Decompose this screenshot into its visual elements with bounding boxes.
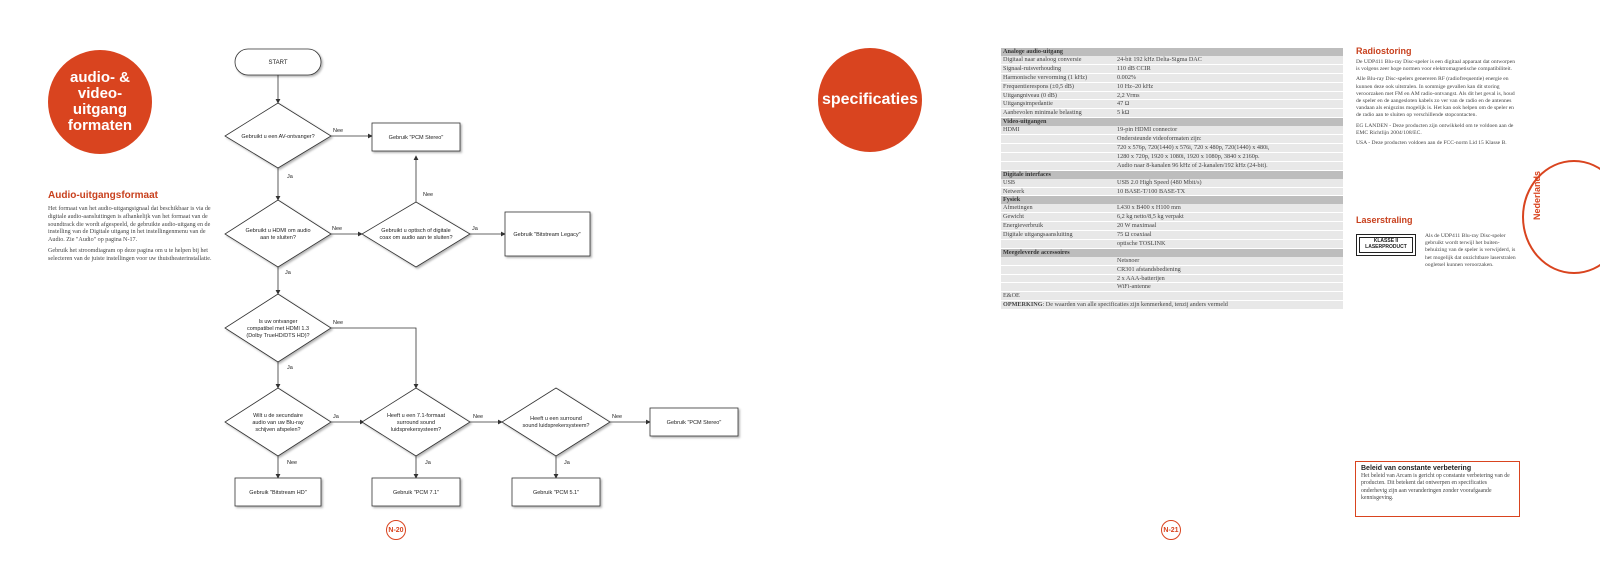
laser-class-label: KLASSE II LASERPRODUCT	[1356, 234, 1416, 256]
spec-value: L430 x B400 x H100 mm	[1115, 204, 1343, 212]
q4-text-1: Is uw ontvanger	[258, 319, 298, 325]
q7-text-2: sound luidsprekersysteem?	[522, 423, 590, 429]
intro-paragraph-2: Gebruik het stroomdiagram op deze pagina om u te helpen bij het selecteren van de juiste instellingen voor uw thuistheaterinstallatie.	[48, 247, 212, 262]
spec-key	[1001, 265, 1115, 274]
q2-text-1: Gebruikt u HDMI om audio	[245, 228, 311, 234]
spec-value: 0.002%	[1115, 73, 1343, 82]
spec-key: Uitgangniveau (0 dB)	[1001, 91, 1115, 100]
q3-text-2: coax om audio aan te sluiten?	[379, 235, 453, 241]
flow-decision-q7	[502, 388, 610, 456]
spec-row	[1001, 292, 1343, 301]
q6-no-label: Nee	[473, 414, 484, 420]
spec-value	[1115, 292, 1343, 301]
spec-key: Harmonische vervorming (1 kHz)	[1001, 73, 1115, 82]
specs-title-circle	[818, 48, 922, 152]
spec-row	[1001, 257, 1343, 265]
policy-text: Het beleid van Arcam is gericht op constante verbetering van de producten. Dit betekent dat ontwerpen en specificaties onderhevig zijn aan veranderingen zonder voorafgaande kennisgeving.	[1361, 473, 1510, 502]
q7-no-label: Nee	[612, 414, 623, 420]
spec-row	[1001, 239, 1343, 248]
spec-key	[1001, 161, 1115, 170]
spec-row	[1001, 161, 1343, 170]
spec-value: 10 BASE-T/100 BASE-TX	[1115, 187, 1343, 196]
spec-key: Digitaal naar analoog conversie	[1001, 56, 1115, 64]
result-hd-text: Gebruik "Bitstream HD"	[249, 490, 307, 496]
section-title: audio- & video- uitgang formaten	[67, 69, 133, 134]
spec-key: Afmetingen	[1001, 204, 1115, 212]
q1-no-label: Nee	[333, 128, 344, 134]
result-pcm51-text: Gebruik "PCM 5.1"	[532, 490, 580, 496]
q6-text-3: luidsprekersysteem?	[390, 427, 442, 433]
audio-format-heading: Audio-uitgangsformaat	[48, 190, 158, 201]
q4-no-label: Nee	[333, 320, 344, 326]
spec-row	[1001, 56, 1343, 64]
spec-value: Ondersteunde videoformaten zijn:	[1115, 135, 1343, 144]
result-pcm-stereo-top-text: Gebruik "PCM Stereo"	[388, 135, 444, 141]
spec-value: 5 kΩ	[1115, 109, 1343, 118]
spec-key: Aanbevolen minimale belasting	[1001, 109, 1115, 118]
laser-text: Als de UDP411 Blu-ray Disc-speler gebruikt wordt terwijl het buiten-behuizing van de speler is verwijderd, is het mogelijk dat onzichtbare laserstralen oogletsel kunnen veroorzaken.	[1425, 233, 1516, 268]
q5-text-2: audio van uw Blu-ray	[252, 420, 304, 426]
spec-key: Signaal-ruisverhouding	[1001, 64, 1115, 73]
language-tab	[1522, 160, 1600, 274]
spec-value: 2 x AAA-batterijen	[1115, 274, 1343, 283]
q4-text-3: (Dolby TrueHD/DTS HD)?	[246, 333, 310, 339]
spec-row	[1001, 73, 1343, 82]
spec-section-header	[1001, 118, 1343, 126]
radio-paragraph-4: USA - Deze producten voldoen aan de FCC-norm Lid 15 Klasse B.	[1356, 140, 1507, 147]
spec-value: 720 x 576p, 720(1440) x 576i, 720 x 480p, 720(1440) x 480i,	[1115, 143, 1343, 152]
spec-row	[1001, 283, 1343, 292]
radio-paragraph-2: Alle Blu-ray Disc-spelers genereren RF (radiofrequentie) energie en kunnen deze ook uitstralen. In sommige gevallen kan dit storing veroorzaken met FM en AM radio-ontvangst. Als dit het geval is, houd de speler en de aangesloten kabels zo ver van de radio en de antennes vandaan als enigszins mogelijk is. Het kan ook helpen om de speler en de radio aan te sluiten op verschillende stopcontacten.	[1356, 76, 1515, 119]
policy-title: Beleid van constante verbetering	[1361, 465, 1472, 472]
spec-key	[1001, 239, 1115, 248]
q2-no-label: Nee	[332, 226, 343, 232]
spec-key: Uitgangsimpedantie	[1001, 100, 1115, 109]
q7-yes-label: Ja	[564, 460, 570, 466]
spec-value: 10 Hz–20 kHz	[1115, 82, 1343, 91]
q5-yes-label: Ja	[333, 414, 339, 420]
spec-row	[1001, 100, 1343, 109]
q6-text-2: surround sound	[396, 420, 436, 426]
laser-heading: Laserstraling	[1356, 215, 1413, 225]
radio-paragraph-3: EG LANDEN - Deze producten zijn ontwikkeld om te voldoen aan de EMC Richtlijn 2004/108/EC.	[1356, 122, 1514, 136]
spec-section-title: Analoge audio-uitgang	[1001, 48, 1343, 56]
spec-row	[1001, 109, 1343, 118]
spec-key: Digitale uitgangsaansluiting	[1001, 231, 1115, 240]
q4-text-2: compatibel met HDMI 1.3	[246, 326, 310, 332]
q5-text-3: schijven afspelen?	[255, 427, 301, 433]
spec-row	[1001, 91, 1343, 100]
spec-row	[1001, 231, 1343, 240]
q5-text-1: Wilt u de secundaire	[253, 413, 303, 419]
spec-row	[1001, 274, 1343, 283]
spec-key: E&OE	[1001, 292, 1115, 301]
spec-key	[1001, 152, 1115, 161]
q1-yes-label: Ja	[287, 174, 293, 180]
q3-yes-label: Ja	[472, 226, 478, 232]
intro-paragraph-1: Het formaat van het audio-uitgangsignaal dat beschikbaar is via de digitale audio-aansluitingen is afhankelijk van het formaat van de soundtrack die wordt afgespeeld, de gebruikte audio-uitgang en de instelling van de Digitale uitgang in het instellingenmenu van de Audio. Zie "Audio" op pagina N-17.	[48, 206, 211, 244]
q1-text: Gebruikt u een AV-ontvanger?	[241, 134, 315, 140]
page-number-right: N-21	[1161, 520, 1181, 540]
spec-row	[1001, 204, 1343, 212]
q4-yes-label: Ja	[287, 365, 293, 371]
q3-text-1: Gebruikt u optisch of digitale	[381, 228, 451, 234]
result-pcm-stereo-right-text: Gebruik "PCM Stereo"	[666, 420, 722, 426]
spec-row	[1001, 187, 1343, 196]
spec-row	[1001, 301, 1343, 310]
spec-value: 110 dB CCIR	[1115, 64, 1343, 73]
spec-value: CR301 afstandsbediening	[1115, 265, 1343, 274]
result-legacy-text: Gebruik "Bitstream Legacy"	[513, 232, 581, 238]
radio-paragraph-1: De UDP411 Blu-ray Disc-speler is een digitaal apparaat dat ontworpen is volgens zeer hoge normen voor elektromagnetische compatibiliteit.	[1356, 59, 1516, 73]
spec-key: Energieverbruik	[1001, 222, 1115, 231]
spec-key: Netwerk	[1001, 187, 1115, 196]
spec-key: USB	[1001, 179, 1115, 187]
spec-key: OPMERKING: De waarden van alle specificaties zijn kenmerkend, tenzij anders vermeld	[1001, 301, 1343, 310]
spec-section-header	[1001, 170, 1343, 178]
spec-value: 19-pin HDMI connector	[1115, 126, 1343, 134]
radio-heading: Radiostoring	[1356, 46, 1412, 56]
spec-row	[1001, 82, 1343, 91]
spec-key	[1001, 257, 1115, 265]
q3-no-label: Nee	[423, 192, 434, 198]
spec-value: 47 Ω	[1115, 100, 1343, 109]
spec-value: Netsnoer	[1115, 257, 1343, 265]
spec-row	[1001, 143, 1343, 152]
spec-key	[1001, 283, 1115, 292]
spec-key: HDMI	[1001, 126, 1115, 134]
spec-key	[1001, 143, 1115, 152]
q6-yes-label: Ja	[425, 460, 431, 466]
spec-key	[1001, 274, 1115, 283]
spec-row	[1001, 152, 1343, 161]
q7-text-1: Heeft u een surround	[530, 416, 582, 422]
policy-box	[1355, 461, 1520, 517]
spec-section-header	[1001, 248, 1343, 256]
spec-row	[1001, 126, 1343, 134]
spec-value: WiFi-antenne	[1115, 283, 1343, 292]
specs-title: specificaties	[821, 91, 919, 108]
spec-value: 20 W maximaal	[1115, 222, 1343, 231]
spec-value: 24-bit 192 kHz Delta-Sigma DAC	[1115, 56, 1343, 64]
language-tab-label: Nederlands	[1532, 170, 1542, 220]
q5-no-label: Nee	[287, 460, 298, 466]
spec-row	[1001, 179, 1343, 187]
spec-key	[1001, 135, 1115, 144]
spec-row	[1001, 64, 1343, 73]
spec-section-title: Video-uitgangen	[1001, 118, 1343, 126]
spec-section-title: Fysiek	[1001, 196, 1343, 204]
spec-section-header	[1001, 48, 1343, 56]
radio-text	[1356, 59, 1519, 150]
spec-row	[1001, 213, 1343, 222]
spec-section-title: Meegeleverde accessoires	[1001, 248, 1343, 256]
spec-row	[1001, 135, 1343, 144]
spec-key: Gewicht	[1001, 213, 1115, 222]
q6-text-1: Heeft u een 7.1-formaat	[386, 413, 446, 419]
spec-value: 2,2 Vrms	[1115, 91, 1343, 100]
spec-row	[1001, 265, 1343, 274]
spec-key: Frequentierespons (±0,5 dB)	[1001, 82, 1115, 91]
spec-value: optische TOSLINK	[1115, 239, 1343, 248]
result-pcm71-text: Gebruik "PCM 7.1"	[392, 490, 440, 496]
page-number-left: N-20	[386, 520, 406, 540]
spec-value: 1280 x 720p, 1920 x 1080i, 1920 x 1080p, 3840 x 2160p.	[1115, 152, 1343, 161]
flow-start-label: START	[268, 60, 288, 66]
spec-value: 75 Ω coaxiaal	[1115, 231, 1343, 240]
spec-section-header	[1001, 196, 1343, 204]
q2-text-2: aan te sluiten?	[260, 235, 296, 241]
spec-value: Audio naar 8-kanalen 96 kHz of 2-kanalen/192 kHz (24-bit).	[1115, 161, 1343, 170]
q2-yes-label: Ja	[285, 270, 291, 276]
spec-table	[1001, 48, 1343, 310]
spec-value: 6,2 kg netto/8,5 kg verpakt	[1115, 213, 1343, 222]
spec-section-title: Digitale interfaces	[1001, 170, 1343, 178]
spec-row	[1001, 222, 1343, 231]
spec-value: USB 2.0 High Speed (480 Mbit/s)	[1115, 179, 1343, 187]
